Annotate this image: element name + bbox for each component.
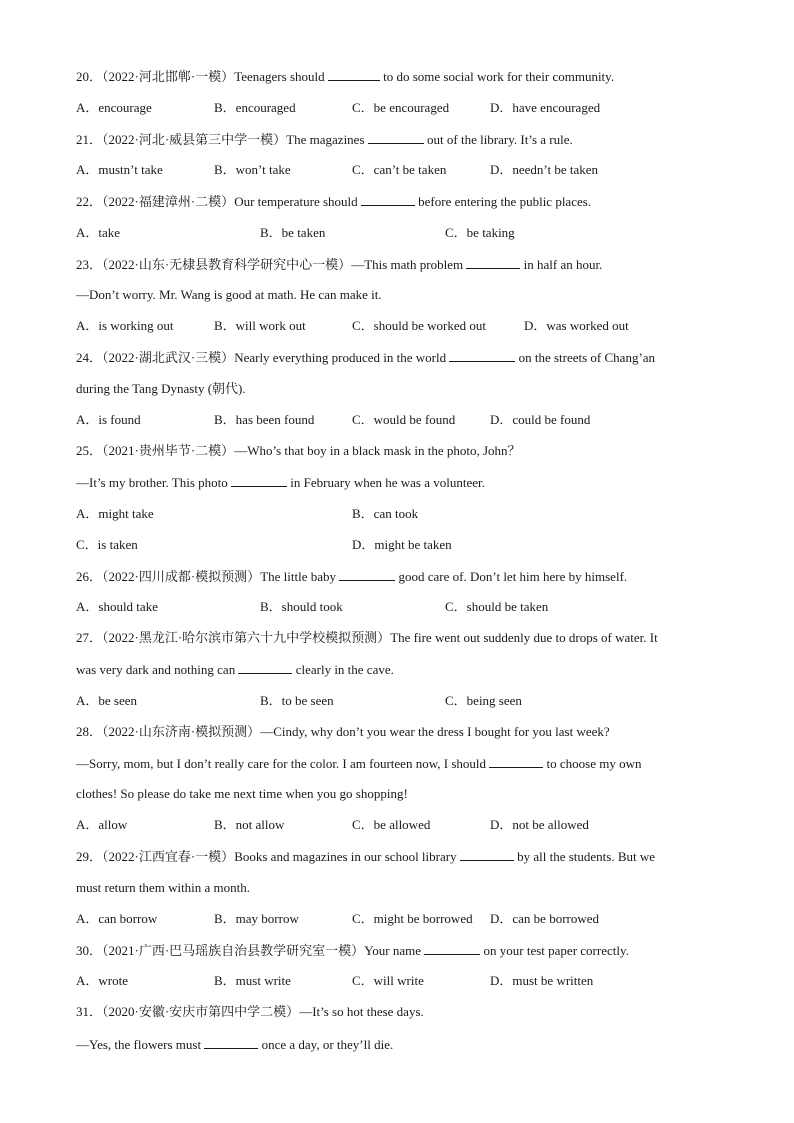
option-c[interactable]: C．will write [352, 973, 424, 988]
option-a[interactable]: A．should take [76, 599, 158, 614]
question-text: The magazines [286, 132, 365, 147]
option-a[interactable]: A．might take [76, 506, 154, 521]
answer-blank[interactable] [204, 1036, 258, 1049]
answer-blank[interactable] [231, 474, 287, 487]
question-source: （2020·安徽·安庆市第四中学二模） [102, 1004, 300, 1019]
option-a[interactable]: A．is found [76, 412, 141, 427]
option-b[interactable]: B．to be seen [260, 693, 334, 708]
option-b[interactable]: B．encouraged [214, 100, 296, 115]
question-source: （2022·山东·无棣县教育科学研究中心一模） [102, 257, 352, 272]
question-source: （2022·江西宜春·一模） [102, 849, 235, 864]
option-c[interactable]: C．be encouraged [352, 100, 450, 115]
question-31: 31．（2020·安徽·安庆市第四中学二模）—It’s so hot these days. [76, 1004, 424, 1019]
dialog-text: once a day, or they’ll die. [261, 1037, 394, 1052]
option-d[interactable]: D．could be found [490, 412, 591, 427]
question-20: 20．（2022·河北邯郸·一模）Teenagers should to do some social work for their community. [76, 69, 615, 84]
option-c[interactable]: C．should be taken [445, 599, 549, 614]
question-text: was very dark and nothing can [76, 662, 236, 677]
option-a[interactable]: A．allow [76, 817, 128, 832]
question-source: （2022·四川成都·模拟预测） [102, 569, 261, 584]
option-a[interactable]: A．wrote [76, 973, 128, 988]
option-b[interactable]: B．must write [214, 973, 291, 988]
question-number: 24 [76, 350, 89, 365]
question-number: 30 [76, 943, 89, 958]
answer-blank[interactable] [424, 942, 480, 955]
dialog-text: —Sorry, mom, but I don’t really care for the color. I am fourteen now, I should [76, 756, 486, 771]
option-d[interactable]: D．have encouraged [490, 100, 601, 115]
answer-blank[interactable] [238, 661, 292, 674]
answer-blank[interactable] [489, 755, 543, 768]
question-text: Your name [364, 943, 422, 958]
question-text: in half an hour. [523, 257, 603, 272]
question-text: —Who’s that boy in a black mask in the photo, John？ [234, 443, 521, 458]
question-28: 28．（2022·山东济南·模拟预测）—Cindy, why don’t you wear the dress I bought for you last week? [76, 724, 610, 739]
option-b[interactable]: B．should took [260, 599, 343, 614]
question-continuation: clothes! So please do take me next time when you go shopping! [76, 786, 408, 801]
option-d[interactable]: D．needn’t be taken [490, 162, 599, 177]
question-source: （2021·广西·巴马瑶族自治县教学研究室一模） [102, 943, 365, 958]
question-text: out of the library. It’s a rule. [427, 132, 573, 147]
dialog-text: in February when he was a volunteer. [290, 475, 485, 490]
option-a[interactable]: A．encourage [76, 100, 152, 115]
answer-blank[interactable] [460, 848, 514, 861]
dialog-line [76, 755, 641, 772]
option-a[interactable]: A．take [76, 225, 121, 240]
question-number: 22 [76, 194, 89, 209]
dialog-line [76, 474, 485, 491]
option-b[interactable]: B．has been found [214, 412, 315, 427]
dialog-line [76, 1036, 393, 1053]
dialog-text: —It’s my brother. This photo [76, 475, 228, 490]
answer-blank[interactable] [328, 68, 380, 81]
answer-blank[interactable] [361, 193, 415, 206]
question-text: The little baby [260, 569, 336, 584]
answer-blank[interactable] [466, 256, 520, 269]
question-text: before entering the public places. [418, 194, 592, 209]
dialog-line: —Don’t worry. Mr. Wang is good at math. He can make it. [76, 287, 382, 302]
question-continuation [76, 661, 394, 678]
option-d[interactable]: D．can be borrowed [490, 911, 600, 926]
question-number: 26 [76, 569, 89, 584]
question-text: to do some social work for their community. [383, 69, 615, 84]
option-a[interactable]: A．can borrow [76, 911, 158, 926]
option-d[interactable]: D．must be written [490, 973, 594, 988]
question-29: 29．（2022·江西宜春·一模）Books and magazines in our school library by all the students. But we [76, 849, 656, 864]
option-c[interactable]: C．be allowed [352, 817, 431, 832]
option-c[interactable]: C．be taking [445, 225, 515, 240]
question-number: 23 [76, 257, 89, 272]
question-source: （2022·福建漳州·二模） [102, 194, 235, 209]
question-text: Books and magazines in our school library [234, 849, 457, 864]
question-text: by all the students. But we [517, 849, 656, 864]
question-number: 29 [76, 849, 89, 864]
question-text: on your test paper correctly. [483, 943, 629, 958]
question-text: Our temperature should [234, 194, 358, 209]
question-source: （2022·黑龙江·哈尔滨市第六十九中学校模拟预测） [102, 630, 391, 645]
option-b[interactable]: B．may borrow [214, 911, 299, 926]
question-source: （2022·河北·威县第三中学一模） [102, 132, 287, 147]
question-continuation: must return them within a month. [76, 880, 251, 895]
question-continuation: during the Tang Dynasty (朝代). [76, 381, 246, 396]
question-text: clearly in the cave. [295, 662, 394, 677]
option-c[interactable]: C．being seen [445, 693, 522, 708]
option-c[interactable]: C．can’t be taken [352, 162, 447, 177]
option-c[interactable]: C．might be borrowed [352, 911, 473, 926]
option-c[interactable]: C．should be worked out [352, 318, 486, 333]
question-26: 26．（2022·四川成都·模拟预测）The little baby good care of. Don’t let him here by himself. [76, 569, 628, 584]
question-number: 31 [76, 1004, 89, 1019]
question-number: 27 [76, 630, 89, 645]
question-source: （2022·河北邯郸·一模） [102, 69, 235, 84]
option-b[interactable]: B．won’t take [214, 162, 291, 177]
question-text: —This math problem [351, 257, 464, 272]
question-25: 25．（2021·贵州毕节·二模）—Who’s that boy in a black mask in the photo, John？ [76, 443, 521, 458]
dialog-text: —Yes, the flowers must [76, 1037, 202, 1052]
option-b[interactable]: B．will work out [214, 318, 306, 333]
question-27: 27．（2022·黑龙江·哈尔滨市第六十九中学校模拟预测）The fire went out suddenly due to drops of water. It [76, 630, 658, 645]
question-text: The fire went out suddenly due to drops of water. It [390, 630, 658, 645]
question-source: （2022·山东济南·模拟预测） [102, 724, 261, 739]
option-b[interactable]: B．not allow [214, 817, 285, 832]
question-text: Nearly everything produced in the world [234, 350, 447, 365]
question-number: 28 [76, 724, 89, 739]
option-a[interactable]: A．mustn’t take [76, 162, 163, 177]
question-source: （2021·贵州毕节·二模） [102, 443, 235, 458]
option-a[interactable]: A．is working out [76, 318, 174, 333]
option-b[interactable]: B．can took [352, 506, 419, 521]
question-text: —Cindy, why don’t you wear the dress I bought for you last week? [260, 724, 610, 739]
answer-blank[interactable] [449, 349, 515, 362]
option-c[interactable]: C．is taken [76, 537, 138, 552]
question-text: Teenagers should [234, 69, 325, 84]
question-23: 23．（2022·山东·无棣县教育科学研究中心一模）—This math problem in half an hour. [76, 257, 603, 272]
option-c[interactable]: C．would be found [352, 412, 456, 427]
option-b[interactable]: B．be taken [260, 225, 326, 240]
option-d[interactable]: D．not be allowed [490, 817, 589, 832]
question-text: good care of. Don’t let him here by himself. [398, 569, 628, 584]
dialog-text: to choose my own [546, 756, 642, 771]
answer-blank[interactable] [368, 131, 424, 144]
question-22: 22．（2022·福建漳州·二模）Our temperature should before entering the public places. [76, 194, 592, 209]
question-30: 30．（2021·广西·巴马瑶族自治县教学研究室一模）Your name on your test paper correctly. [76, 943, 629, 958]
question-21: 21．（2022·河北·威县第三中学一模）The magazines out of the library. It’s a rule. [76, 132, 573, 147]
answer-blank[interactable] [339, 568, 395, 581]
question-text: on the streets of Chang’an [518, 350, 656, 365]
question-number: 25 [76, 443, 89, 458]
option-a[interactable]: A．be seen [76, 693, 138, 708]
option-d[interactable]: D．was worked out [524, 318, 629, 333]
question-text: —It’s so hot these days. [299, 1004, 424, 1019]
question-24: 24．（2022·湖北武汉·三模）Nearly everything produced in the world on the streets of Chang’an [76, 350, 656, 365]
question-source: （2022·湖北武汉·三模） [102, 350, 235, 365]
question-number: 20 [76, 69, 89, 84]
question-number: 21 [76, 132, 89, 147]
option-d[interactable]: D．might be taken [352, 537, 452, 552]
